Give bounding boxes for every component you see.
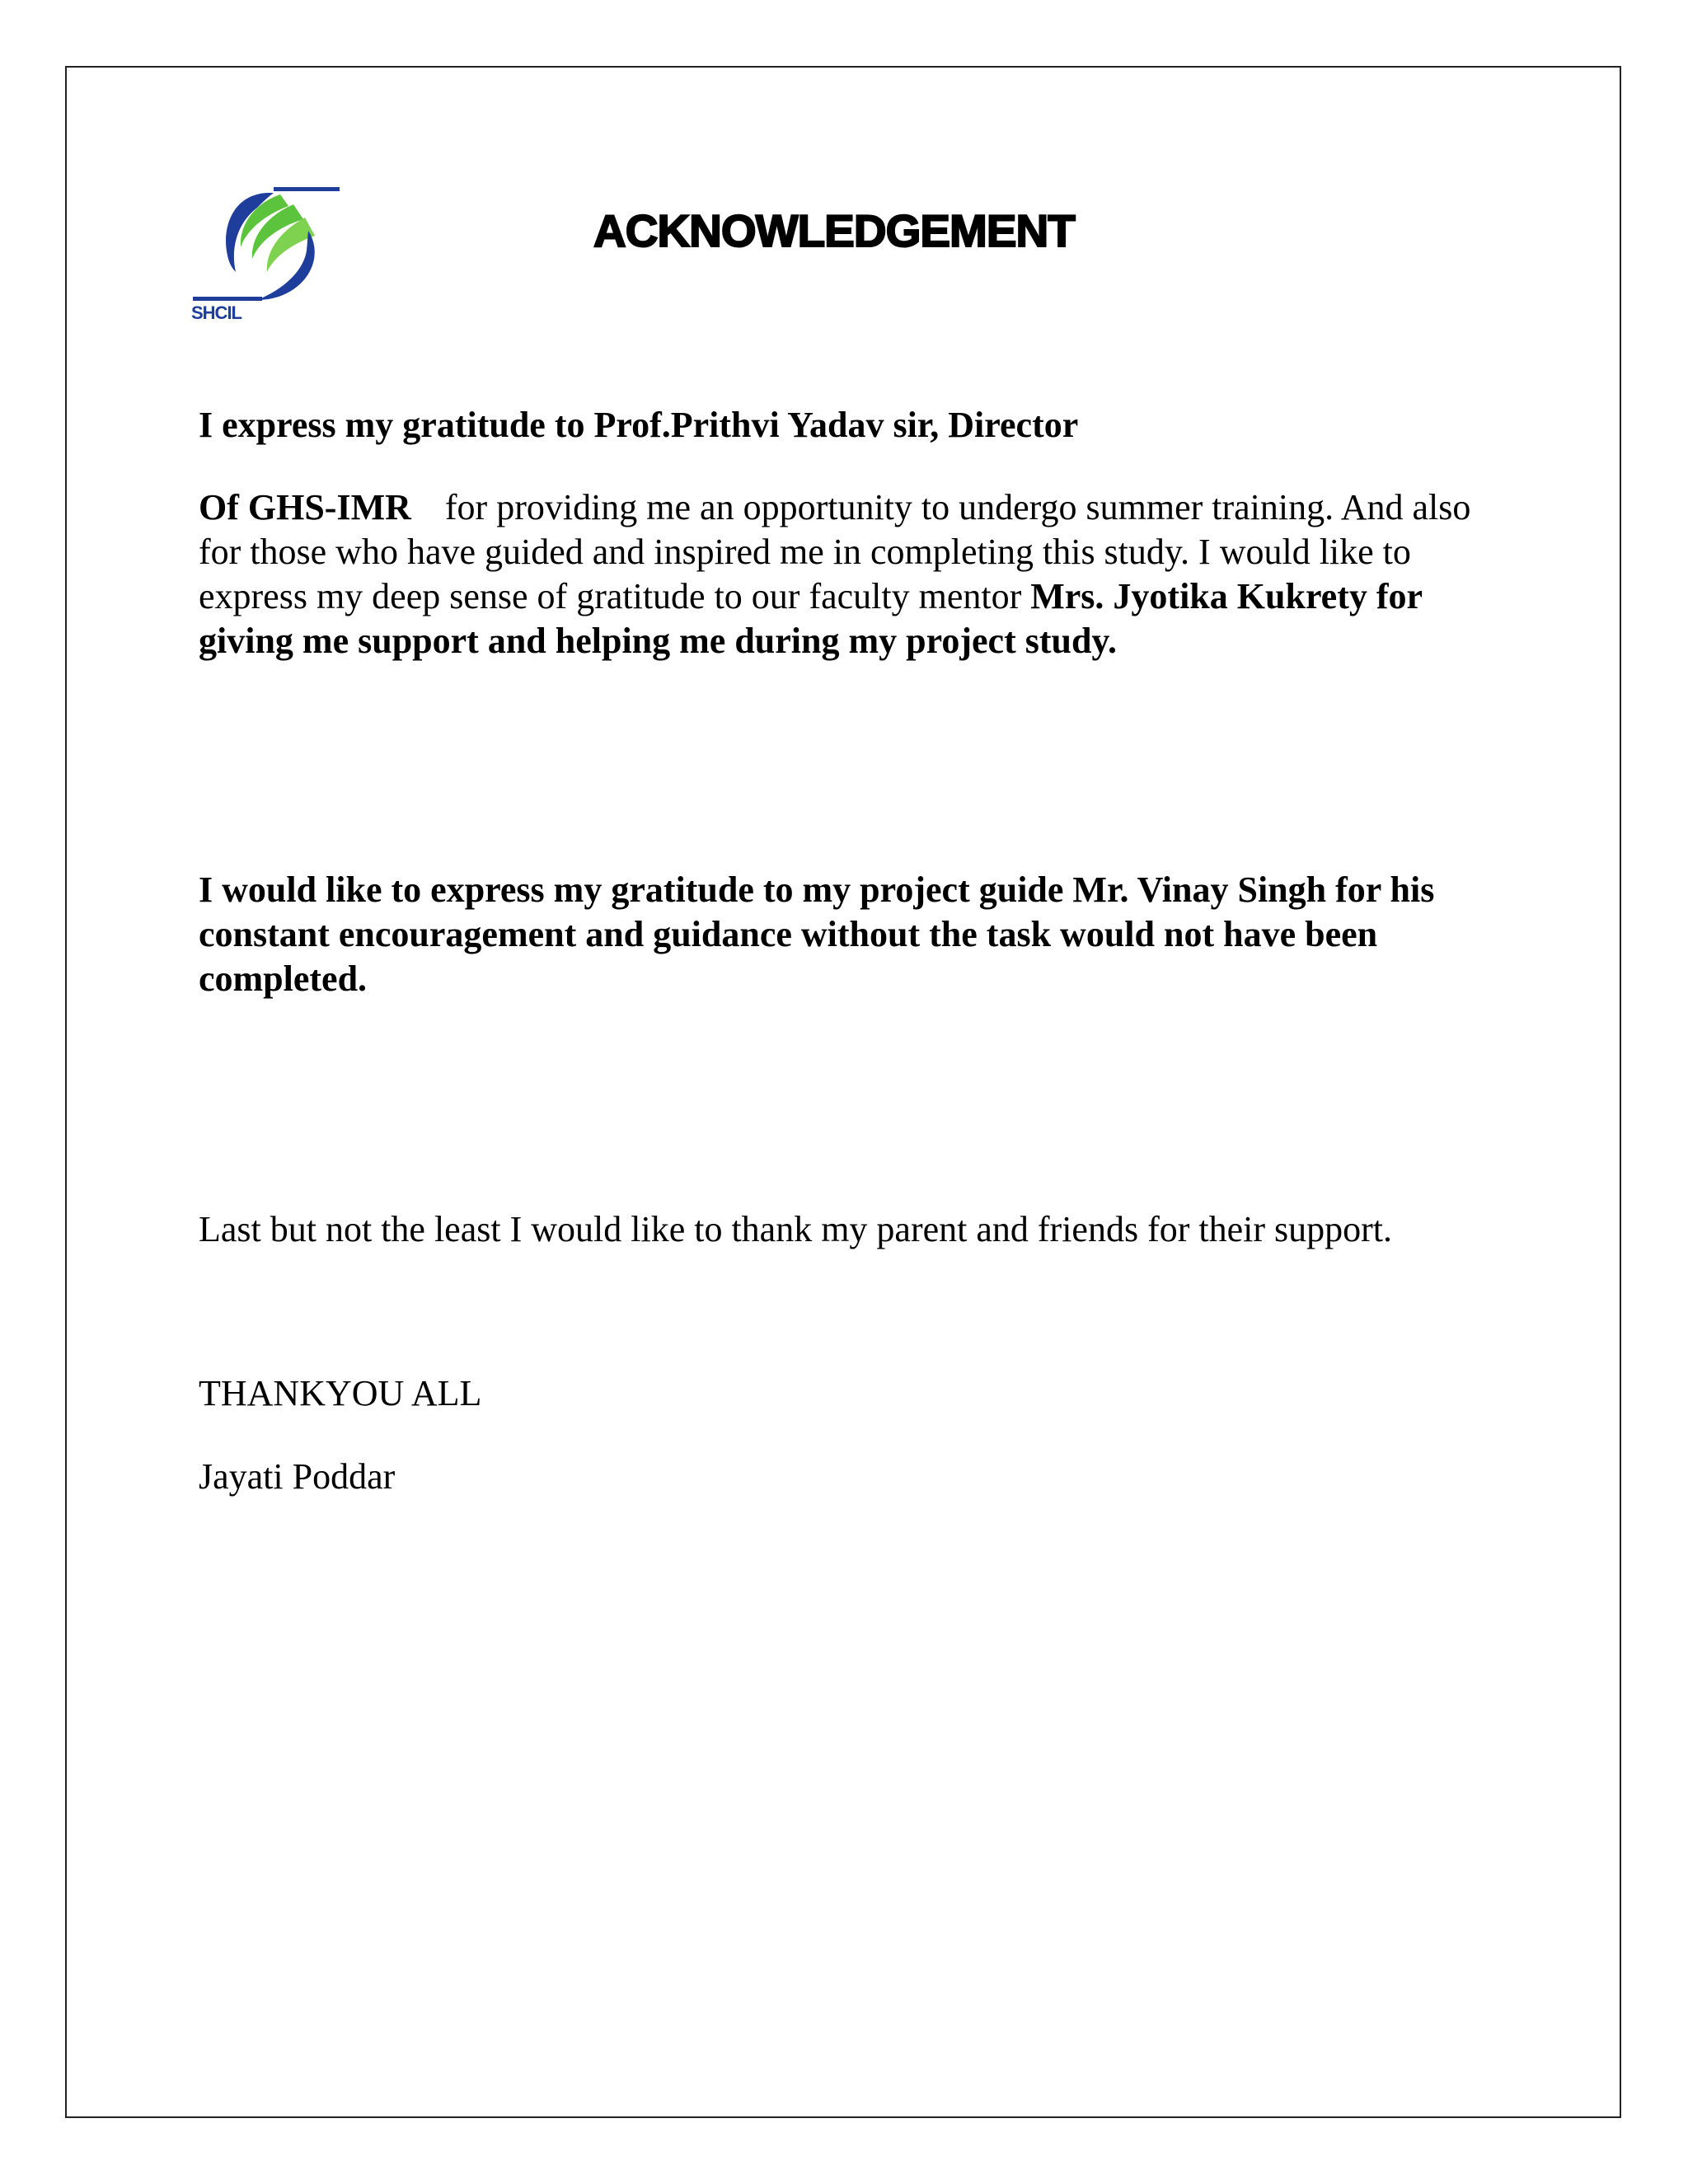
- paragraph-director: I express my gratitude to Prof.Prithvi Yadav sir, Director: [199, 405, 1079, 445]
- paragraph-family: Last but not the least I would like to thank my parent and friends for their support.: [199, 1209, 1393, 1249]
- shcil-logo-icon: [191, 183, 356, 307]
- closing-text: THANKYOU ALL: [199, 1373, 482, 1413]
- institute-name: Of GHS-IMR: [199, 487, 411, 527]
- page-border: [65, 66, 1621, 2118]
- shcil-logo: [191, 183, 356, 323]
- paragraph-institute-text: for providing me an opportunity to undergo summer training. And also for those who have guided and inspired me in completing this study. I would like to express my deep sense of gratitude to our faculty mentor: [199, 487, 1471, 616]
- page-title: ACKNOWLEDGEMENT: [593, 205, 1075, 256]
- paragraph-institute: [199, 485, 1501, 663]
- mentor-text: Mrs. Jyotika Kukrety for giving me support and helping me during my project study.: [199, 576, 1423, 661]
- signature: Jayati Poddar: [199, 1456, 396, 1497]
- paragraph-project-guide: I would like to express my gratitude to my project guide Mr. Vinay Singh for his constant encouragement and guidance without the task would not have been completed.: [199, 869, 1435, 999]
- logo-text: SHCIL: [191, 302, 241, 323]
